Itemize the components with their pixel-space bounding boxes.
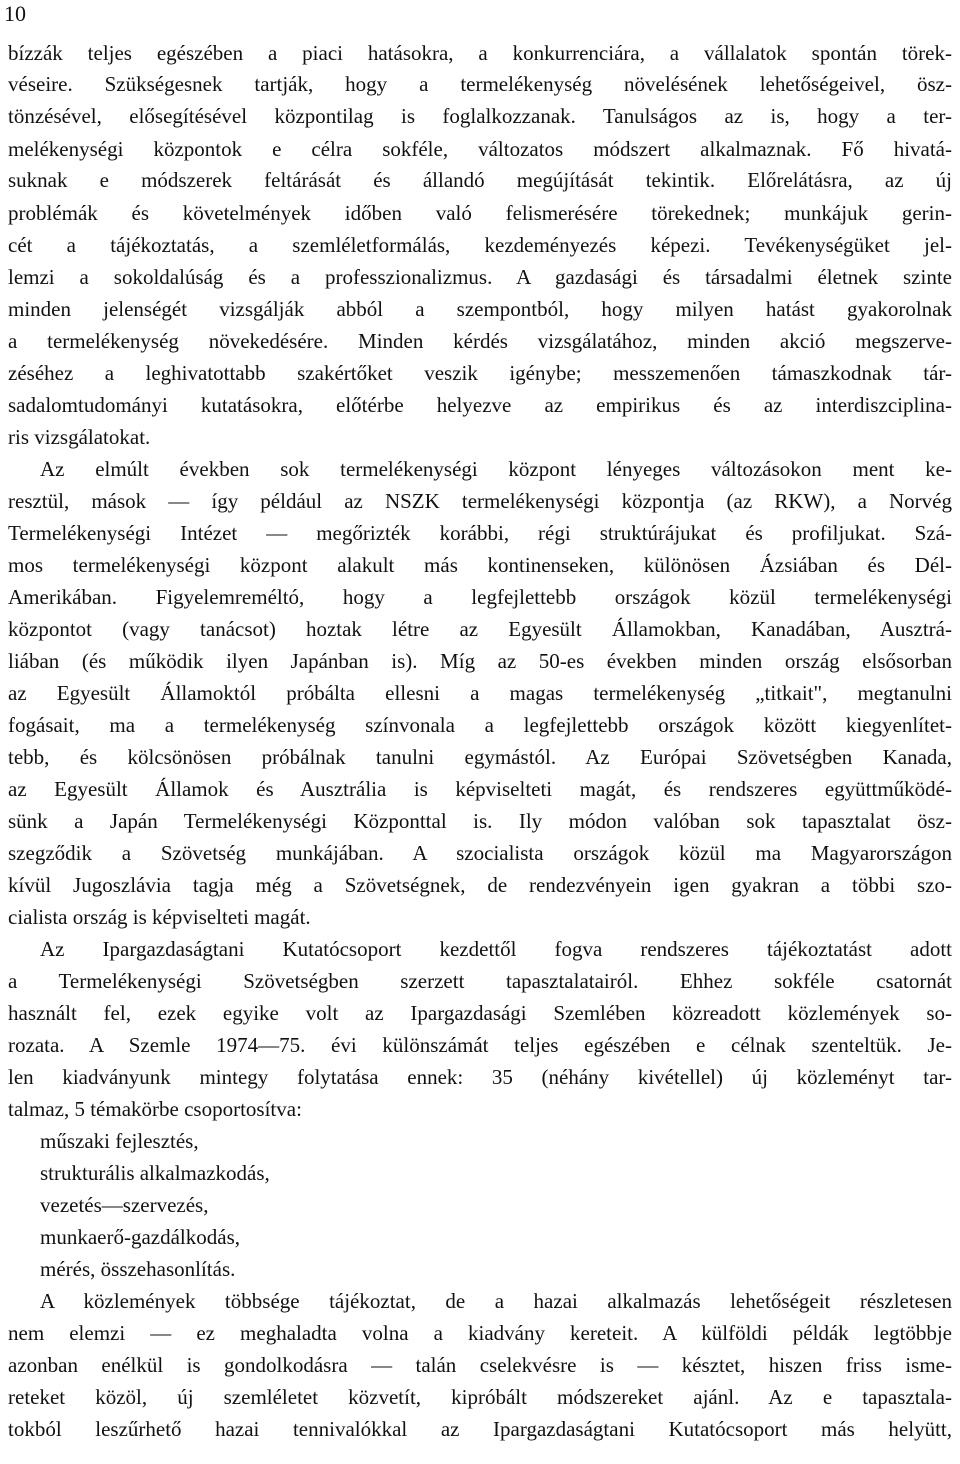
list-item: strukturális alkalmazkodás, — [40, 1161, 270, 1185]
text-line: lemzi a sokoldalúság és a professzionalizmus. A gazdasági és társadalmi életnek szinte — [8, 265, 952, 289]
text-line: len kiadványunk mintegy folytatása ennek: 35 (néhány kivétellel) új közleményt tar- — [8, 1065, 952, 1089]
text-line: használt fel, ezek egyike volt az Ipargazdasági Szemlében közreadott közlemények so- — [8, 1001, 952, 1025]
list-item: vezetés—szervezés, — [40, 1193, 209, 1217]
text-line: bízzák teljes egészében a piaci hatásokra, a konkurrenciára, a vállalatok spontán törek- — [8, 41, 952, 65]
text-line: az Egyesült Államoktól próbálta ellesni a magas termelékenység „titkait", megtanulni — [8, 681, 952, 705]
text-line: Az elmúlt években sok termelékenységi központ lényeges változásokon ment ke- — [40, 457, 952, 481]
text-line: a Termelékenységi Szövetségben szerzett tapasztalatairól. Ehhez sokféle csatornát — [8, 969, 952, 993]
text-line: talmaz, 5 témakörbe csoportosítva: — [8, 1097, 302, 1121]
text-line: a termelékenység növekedésére. Minden kérdés vizsgálatához, minden akció megszerve- — [8, 329, 952, 353]
text-line: reteket közöl, új szemléletet közvetít, kipróbált módszereket ajánl. Az e tapasztala- — [8, 1385, 952, 1409]
text-line: suknak e módszerek feltárását és állandó megújítását tekintik. Előrelátásra, az új — [8, 168, 952, 192]
text-line: kívül Jugoszlávia tagja még a Szövetségnek, de rendezvényein igen gyakran a többi szo- — [8, 873, 952, 897]
text-line: resztül, mások — így például az NSZK termelékenységi központja (az RKW), a Norvég — [8, 489, 952, 513]
text-line: központot (vagy tanácsot) hoztak létre az Egyesült Államokban, Kanadában, Ausztrá- — [8, 617, 952, 641]
text-line: rozata. A Szemle 1974—75. évi különszámát teljes egészében e célnak szenteltük. Je- — [8, 1033, 952, 1057]
list-item: munkaerő-gazdálkodás, — [40, 1225, 241, 1249]
text-line: tebb, és kölcsönösen próbálnak tanulni egymástól. Az Európai Szövetségben Kanada, — [8, 745, 952, 769]
text-line: fogásait, ma a termelékenység színvonala a legfejlettebb országok között kiegyenlítet- — [8, 713, 952, 737]
text-line: nem elemzi — ez meghaladta volna a kiadvány kereteit. A külföldi példák legtöbbje — [8, 1321, 952, 1345]
text-line: sünk a Japán Termelékenységi Központtal is. Ily módon valóban sok tapasztalat ösz- — [8, 809, 952, 833]
text-line: cét a tájékoztatás, a szemléletformálás, kezdeményezés képezi. Tevékenységüket jel- — [8, 233, 952, 257]
text-line: problémák és követelmények időben való felismerésére törekednek; munkájuk gerin- — [8, 201, 952, 225]
text-line: azonban enélkül is gondolkodásra — talán cselekvésre is — késztet, hiszen friss isme- — [8, 1353, 952, 1377]
text-line: Termelékenységi Intézet — megőrizték korábbi, régi struktúrájukat és profiljukat. Szá- — [8, 521, 952, 545]
text-line: tokból leszűrhető hazai tennivalókkal az Ipargazdaságtani Kutatócsoport más helyütt, — [8, 1417, 952, 1441]
list-item: műszaki fejlesztés, — [40, 1129, 199, 1153]
text-line: tönzésével, elősegítésével központilag is foglalkozzanak. Tanulságos az is, hogy a ter- — [8, 104, 952, 128]
text-line: cialista ország is képviselteti magát. — [8, 905, 311, 929]
text-line: mos termelékenységi központ alakult más kontinenseken, különösen Ázsiában és Dél- — [8, 553, 952, 577]
text-line: Amerikában. Figyelemreméltó, hogy a legfejlettebb országok közül termelékenységi — [8, 585, 952, 609]
text-line: ris vizsgálatokat. — [8, 425, 151, 449]
text-line: zéséhez a leghivatottabb szakértőket veszik igénybe; messzemenően támaszkodnak tár- — [8, 361, 952, 385]
text-line: az Egyesült Államok és Ausztrália is képviselteti magát, és rendszeres együttműködé- — [8, 777, 952, 801]
text-line: sadalomtudományi kutatásokra, előtérbe helyezve az empirikus és az interdiszciplina- — [8, 393, 952, 417]
list-item: mérés, összehasonlítás. — [40, 1257, 236, 1281]
text-line: minden jelenségét vizsgálják abból a szempontból, hogy milyen hatást gyakorolnak — [8, 297, 952, 321]
text-line: szegződik a Szövetség munkájában. A szocialista országok közül ma Magyarországon — [8, 841, 952, 865]
text-line: A közlemények többsége tájékoztat, de a hazai alkalmazás lehetőségeit részletesen — [40, 1289, 952, 1313]
text-line: melékenységi központok e célra sokféle, változatos módszert alkalmaznak. Fő hivatá- — [8, 137, 952, 161]
text-line: Az Ipargazdaságtani Kutatócsoport kezdettől fogva rendszeres tájékoztatást adott — [40, 937, 952, 961]
page-number: 10 — [4, 1, 26, 26]
text-line: liában (és működik ilyen Japánban is). Míg az 50-es években minden ország elsősorban — [8, 649, 952, 673]
text-line: véseire. Szükségesnek tartják, hogy a termelékenység növelésének lehetőségeivel, ösz- — [8, 72, 952, 96]
